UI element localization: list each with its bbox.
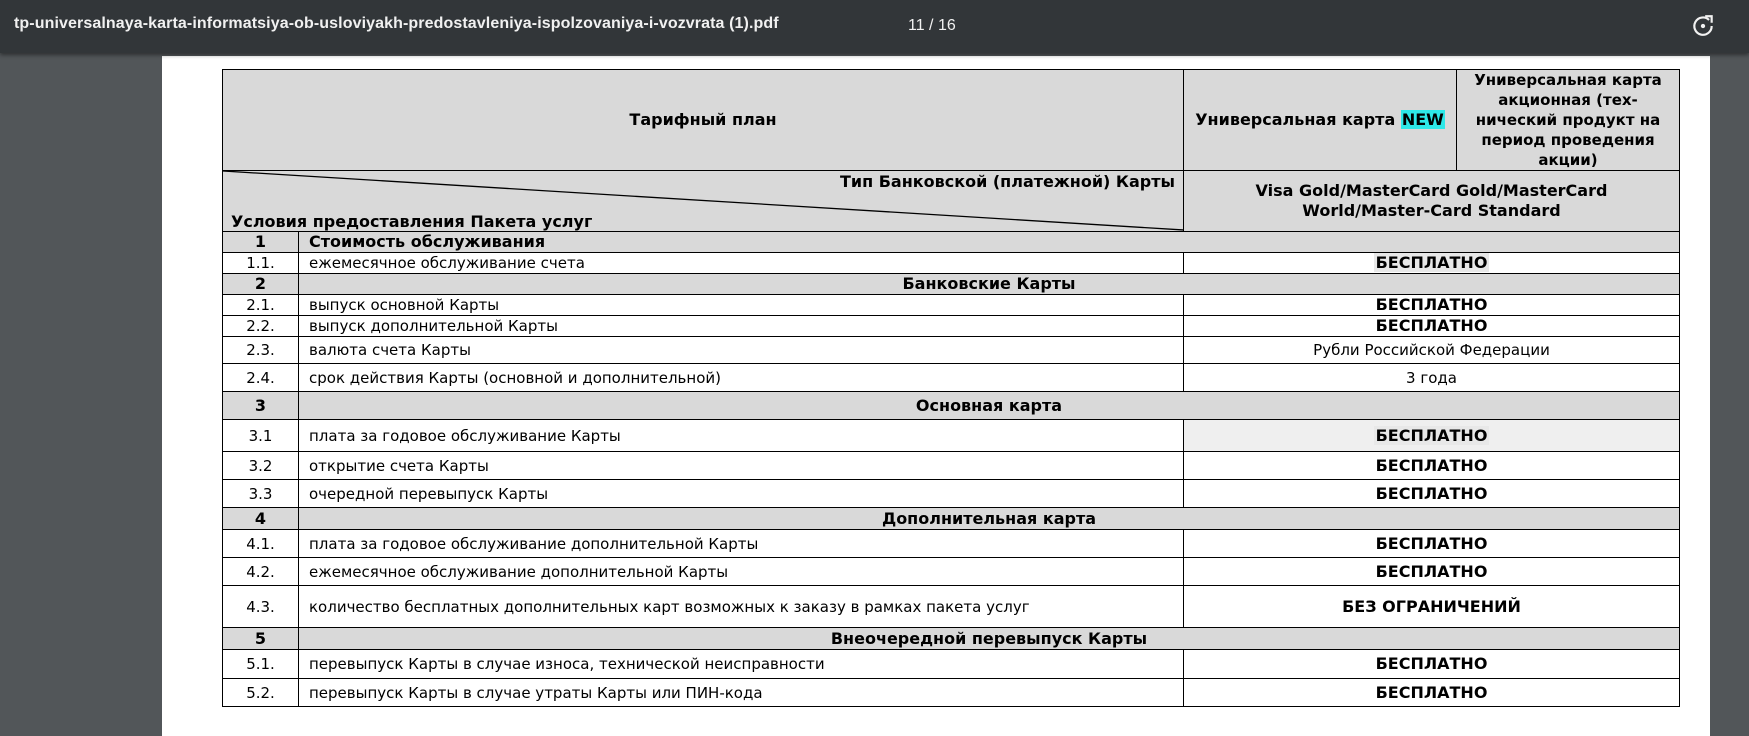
row-label: ежемесячное обслуживание счета — [299, 253, 1184, 274]
row-value-cell — [1184, 253, 1680, 274]
row-value: БЕСПЛАТНО — [1375, 253, 1488, 272]
row-label: выпуск основной Карты — [299, 295, 1184, 316]
row-value: БЕСПЛАТНО — [1184, 650, 1680, 679]
table-row — [223, 530, 1680, 558]
section-number: 2 — [223, 274, 299, 295]
scrollbar[interactable] — [1735, 60, 1741, 700]
promo-card-header: Универсальная карта акционная (тех-нический продукт на период проведения акции) — [1457, 70, 1680, 171]
row-value: БЕСПЛАТНО — [1184, 295, 1680, 316]
row-number: 3.1 — [223, 420, 299, 452]
row-value: БЕСПЛАТНО — [1184, 316, 1680, 337]
table-row — [223, 253, 1680, 274]
row-label: валюта счета Карты — [299, 337, 1184, 364]
row-label: плата за годовое обслуживание Карты — [299, 420, 1184, 452]
diagonal-header-cell — [223, 171, 1184, 232]
section-title: Банковские Карты — [299, 274, 1680, 295]
row-label: выпуск дополнительной Карты — [299, 316, 1184, 337]
row-label: очередной перевыпуск Карты — [299, 480, 1184, 508]
document-title: tp-universalnaya-karta-informatsiya-ob-usloviyakh-predostavleniya-ispolzovaniya-i-vozvrata (1).pdf — [14, 15, 779, 32]
section-row — [223, 274, 1680, 295]
row-value: БЕСПЛАТНО — [1184, 558, 1680, 586]
row-number: 4.2. — [223, 558, 299, 586]
row-number: 3.3 — [223, 480, 299, 508]
row-value-cell — [1184, 420, 1680, 452]
card-type-label: Тип Банковской (платежной) Карты — [839, 172, 1175, 191]
row-value: БЕСПЛАТНО — [1375, 425, 1488, 445]
row-value: БЕСПЛАТНО — [1184, 452, 1680, 480]
tariff-table — [222, 69, 1680, 707]
rotate-icon[interactable] — [1690, 13, 1716, 39]
row-label: перевыпуск Карты в случае утраты Карты или ПИН-кода — [299, 679, 1184, 707]
section-row — [223, 232, 1680, 253]
row-number: 4.3. — [223, 586, 299, 628]
row-number: 2.3. — [223, 337, 299, 364]
table-row — [223, 650, 1680, 679]
pdf-toolbar — [0, 0, 1749, 53]
new-badge: NEW — [1401, 110, 1444, 129]
row-number: 1.1. — [223, 253, 299, 274]
section-title: Внеочередной перевыпуск Карты — [299, 628, 1680, 650]
row-number: 2.4. — [223, 364, 299, 392]
row-value: БЕСПЛАТНО — [1184, 480, 1680, 508]
row-label: срок действия Карты (основной и дополнительной) — [299, 364, 1184, 392]
section-row — [223, 392, 1680, 420]
table-row — [223, 679, 1680, 707]
section-number: 5 — [223, 628, 299, 650]
section-number: 3 — [223, 392, 299, 420]
table-row — [223, 420, 1680, 452]
pdf-page — [162, 56, 1710, 736]
conditions-label: Условия предоставления Пакета услуг — [231, 212, 593, 231]
row-value: БЕСПЛАТНО — [1184, 679, 1680, 707]
row-number: 3.2 — [223, 452, 299, 480]
table-row — [223, 295, 1680, 316]
table-row — [223, 452, 1680, 480]
section-title: Основная карта — [299, 392, 1680, 420]
table-row — [223, 586, 1680, 628]
section-title: Стоимость обслуживания — [299, 232, 1680, 253]
table-row — [223, 364, 1680, 392]
tariff-plan-header: Тарифный план — [223, 70, 1184, 171]
table-row — [223, 316, 1680, 337]
row-number: 5.1. — [223, 650, 299, 679]
section-number: 1 — [223, 232, 299, 253]
universal-card-label: Универсальная карта — [1195, 110, 1401, 129]
page-indicator: 11 / 16 — [908, 17, 956, 34]
row-value: Рубли Российской Федерации — [1184, 337, 1680, 364]
row-label: плата за годовое обслуживание дополнительной Карты — [299, 530, 1184, 558]
row-number: 4.1. — [223, 530, 299, 558]
table-row — [223, 337, 1680, 364]
row-value: 3 года — [1184, 364, 1680, 392]
row-value: БЕСПЛАТНО — [1184, 530, 1680, 558]
section-row — [223, 508, 1680, 530]
universal-card-header — [1184, 70, 1457, 171]
section-number: 4 — [223, 508, 299, 530]
row-value: БЕЗ ОГРАНИЧЕНИЙ — [1184, 586, 1680, 628]
row-number: 2.2. — [223, 316, 299, 337]
row-number: 2.1. — [223, 295, 299, 316]
table-row — [223, 558, 1680, 586]
row-label: открытие счета Карты — [299, 452, 1184, 480]
section-row — [223, 628, 1680, 650]
card-types-cell: Visa Gold/MasterCard Gold/MasterCard World/Master-Card Standard — [1184, 171, 1680, 232]
row-number: 5.2. — [223, 679, 299, 707]
row-label: перевыпуск Карты в случае износа, технической неисправности — [299, 650, 1184, 679]
section-title: Дополнительная карта — [299, 508, 1680, 530]
table-row — [223, 480, 1680, 508]
row-label: ежемесячное обслуживание дополнительной Карты — [299, 558, 1184, 586]
row-label: количество бесплатных дополнительных карт возможных к заказу в рамках пакета услуг — [299, 586, 1184, 628]
